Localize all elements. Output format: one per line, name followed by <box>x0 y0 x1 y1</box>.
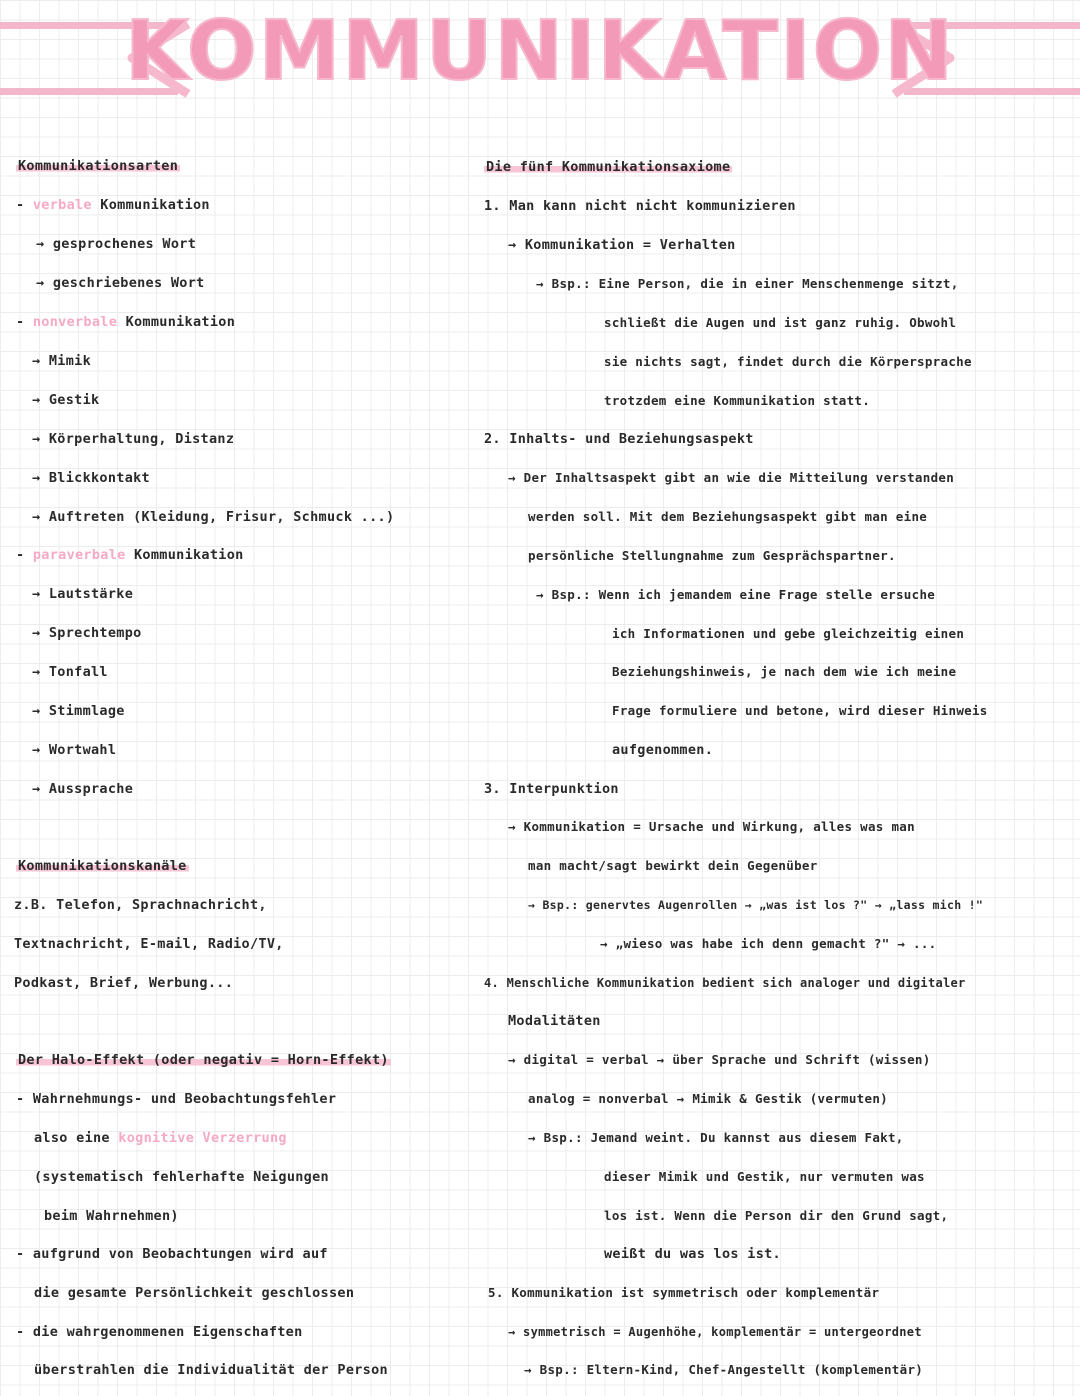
axiom-line: → Bsp.: Eine Person, die in einer Menschenmenge sitzt, <box>536 276 959 291</box>
list-item: → Gestik <box>32 392 100 408</box>
axiom-line: persönliche Stellungnahme zum Gesprächspartner. <box>528 548 896 563</box>
axiom-line: sie nichts sagt, findet durch die Körpersprache <box>604 354 972 369</box>
list-item: → Sprechtempo <box>32 625 142 641</box>
axiom-line: 4. Menschliche Kommunikation bedient sich analoger und digitaler <box>484 976 966 990</box>
section-heading-axiome: Die fünf Kommunikationsaxiome <box>486 159 731 175</box>
axiom-line: → Kommunikation = Verhalten <box>508 237 736 253</box>
axiom-line: ich Informationen und gebe gleichzeitig einen <box>612 626 965 641</box>
axiom-line: dieser Mimik und Gestik, nur vermuten was <box>604 1169 925 1184</box>
section-heading-halo-effekt: Der Halo-Effekt (oder negativ = Horn-Effekt) <box>18 1052 389 1068</box>
list-item: → Auftreten (Kleidung, Frisur, Schmuck ...) <box>32 509 395 525</box>
page-title: KOMMUNIKATION <box>125 4 955 99</box>
title-banner <box>0 0 1080 120</box>
axiom-line: man macht/sagt bewirkt dein Gegenüber <box>528 858 818 873</box>
list-item: → Blickkontakt <box>32 470 150 486</box>
list-item: → Lautstärke <box>32 586 134 602</box>
axiom-line: Modalitäten <box>508 1013 601 1029</box>
section-heading-kommunikationskanaele: Kommunikationskanäle <box>18 858 187 874</box>
axiom-line: 1. Man kann nicht nicht kommunizieren <box>484 198 796 214</box>
axiom-line: → Bsp.: Wenn ich jemandem eine Frage stelle ersuche <box>536 587 936 602</box>
list-item: → gesprochenes Wort <box>36 236 197 252</box>
axiom-line: → Bsp.: Eltern-Kind, Chef-Angestellt (komplementär) <box>524 1362 924 1377</box>
axiom-line: weißt du was los ist. <box>604 1246 781 1262</box>
list-item: → Wortwahl <box>32 742 117 758</box>
section-heading-kommunikationsarten: Kommunikationsarten <box>18 158 179 174</box>
list-item: → Tonfall <box>32 664 108 680</box>
halo-line: - Wahrnehmungs- und Beobachtungsfehler <box>16 1091 337 1107</box>
halo-line: (systematisch fehlerhafte Neigungen <box>34 1169 329 1185</box>
halo-line: - die wahrgenommenen Eigenschaften <box>16 1324 303 1340</box>
axiom-line: trotzdem eine Kommunikation statt. <box>604 393 871 408</box>
halo-line: beim Wahrnehmen) <box>44 1208 179 1224</box>
halo-line: also eine kognitive Verzerrung <box>34 1130 287 1146</box>
axiom-line: schließt die Augen und ist ganz ruhig. Obwohl <box>604 315 957 330</box>
nonverbal-line: - nonverbale Kommunikation <box>16 314 236 330</box>
axiom-line: → symmetrisch = Augenhöhe, komplementär = untergeordnet <box>508 1325 922 1339</box>
halo-line: überstrahlen die Individualität der Person <box>34 1362 388 1378</box>
axiom-line: → digital = verbal → über Sprache und Schrift (wissen) <box>508 1052 931 1067</box>
paraverbal-line: - paraverbale Kommunikation <box>16 547 244 563</box>
halo-line: die gesamte Persönlichkeit geschlossen <box>34 1285 355 1301</box>
list-item: → Stimmlage <box>32 703 125 719</box>
kanaele-line: Podkast, Brief, Werbung... <box>14 975 234 991</box>
kanaele-line: z.B. Telefon, Sprachnachricht, <box>14 897 267 913</box>
axiom-line: 3. Interpunktion <box>484 781 619 797</box>
verbal-line: - verbale Kommunikation <box>16 197 210 213</box>
axiom-line: analog = nonverbal → Mimik & Gestik (vermuten) <box>528 1091 888 1106</box>
axiom-line: → Bsp.: genervtes Augenrollen → „was ist los ?" → „lass mich !" <box>528 898 984 912</box>
axiom-line: Frage formuliere und betone, wird dieser Hinweis <box>612 703 988 718</box>
axiom-line: Beziehungshinweis, je nach dem wie ich meine <box>612 664 957 679</box>
axiom-line: → Der Inhaltsaspekt gibt an wie die Mitteilung verstanden <box>508 470 955 485</box>
axiom-line: los ist. Wenn die Person dir den Grund sagt, <box>604 1208 949 1223</box>
list-item: → geschriebenes Wort <box>36 275 205 291</box>
axiom-line: aufgenommen. <box>612 742 714 758</box>
axiom-line: 5. Kommunikation ist symmetrisch oder komplementär <box>488 1285 880 1300</box>
list-item: → Körperhaltung, Distanz <box>32 431 235 447</box>
axiom-line: → Bsp.: Jemand weint. Du kannst aus diesem Fakt, <box>528 1130 904 1145</box>
axiom-line: werden soll. Mit dem Beziehungsaspekt gibt man eine <box>528 509 928 524</box>
kanaele-line: Textnachricht, E-mail, Radio/TV, <box>14 936 284 952</box>
halo-line: - aufgrund von Beobachtungen wird auf <box>16 1246 328 1262</box>
axiom-line: 2. Inhalts- und Beziehungsaspekt <box>484 431 754 447</box>
list-item: → Aussprache <box>32 781 134 797</box>
list-item: → Mimik <box>32 353 91 369</box>
axiom-line: → Kommunikation = Ursache und Wirkung, alles was man <box>508 819 915 834</box>
axiom-line: → „wieso was habe ich denn gemacht ?" → ... <box>600 936 937 951</box>
